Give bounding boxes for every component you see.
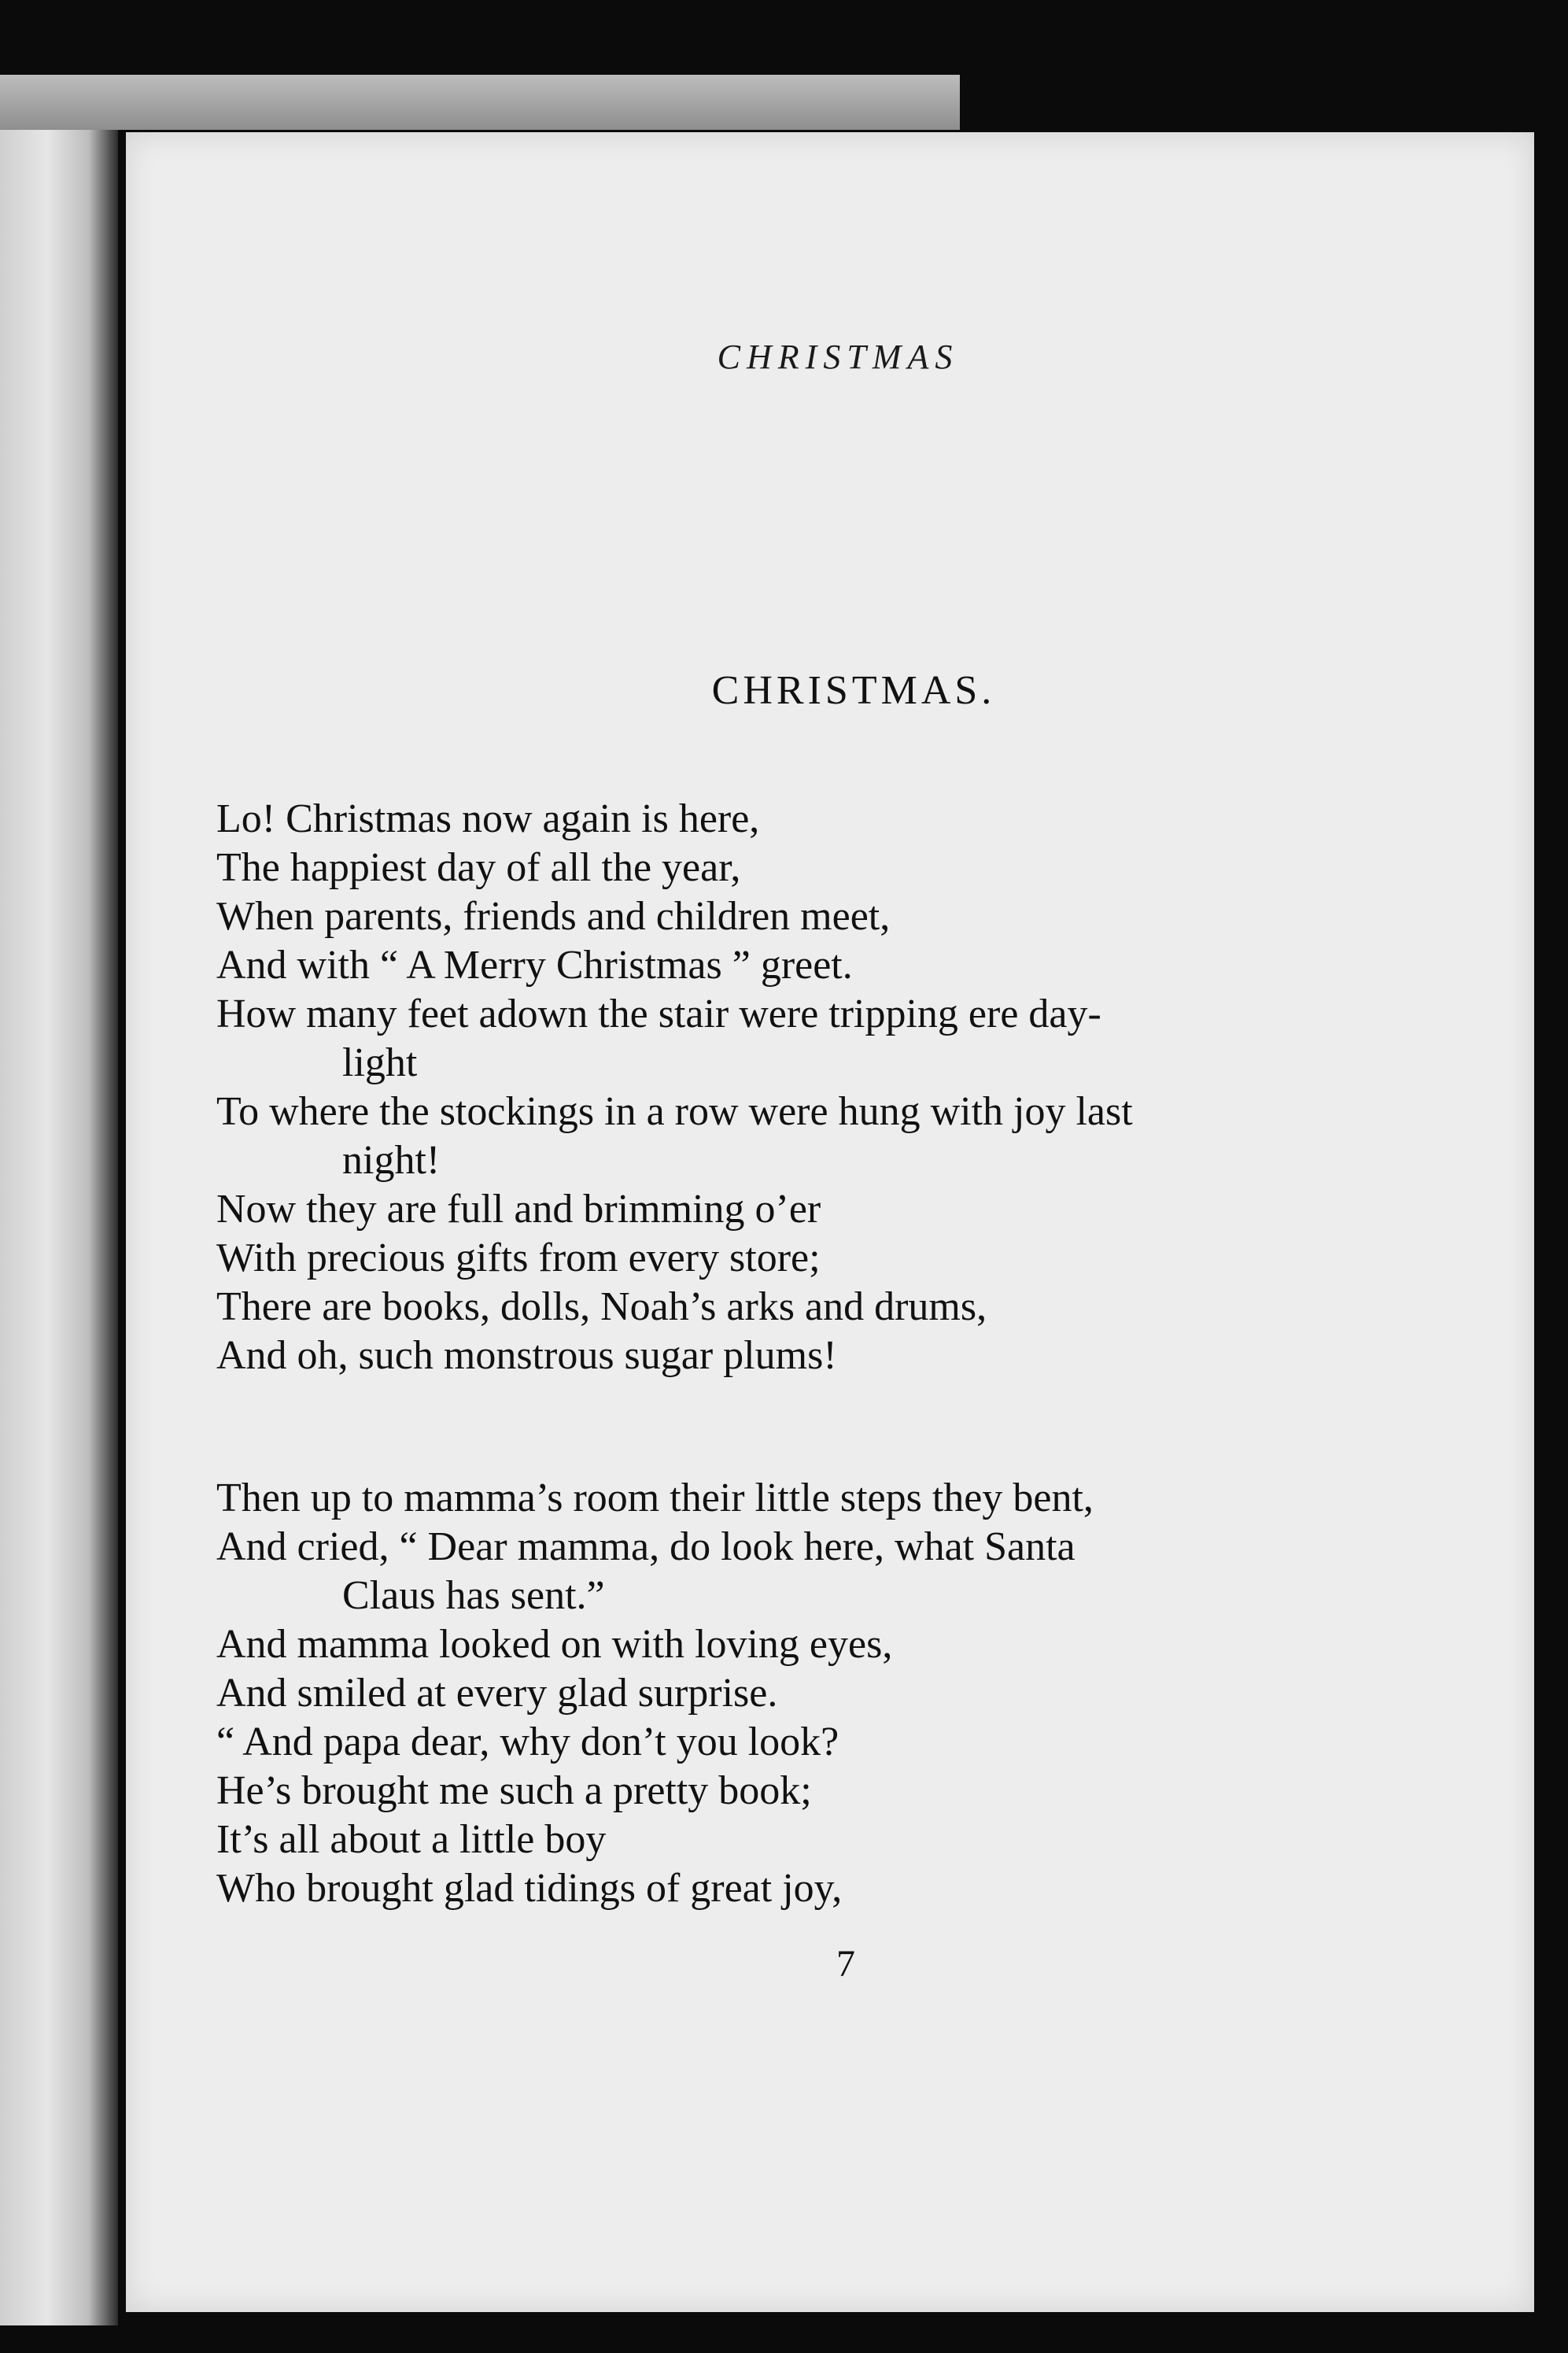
poem-title: CHRISTMAS. — [711, 668, 996, 713]
poem-line: When parents, friends and children meet, — [216, 894, 891, 939]
poem-line-continuation: Claus has sent.” — [342, 1573, 605, 1618]
page-number: 7 — [836, 1943, 855, 1985]
poem-line: And cried, “ Dear mamma, do look here, what Santa — [216, 1524, 1075, 1569]
poem-line: And smiled at every glad surprise. — [216, 1671, 778, 1716]
poem-line: To where the stockings in a row were hung with joy last — [216, 1089, 1133, 1134]
book-top-edge — [0, 75, 960, 130]
poem-line: The happiest day of all the year, — [216, 845, 741, 890]
poem-line: Lo! Christmas now again is here, — [216, 796, 760, 841]
poem-line: Now they are full and brimming o’er — [216, 1187, 821, 1232]
poem-line: And with “ A Merry Christmas ” greet. — [216, 943, 853, 988]
poem-line: There are books, dolls, Noah’s arks and drums, — [216, 1284, 987, 1329]
poem-line: He’s brought me such a pretty book; — [216, 1768, 812, 1813]
poem-line-continuation: light — [342, 1040, 418, 1085]
poem-line: And mamma looked on with loving eyes, — [216, 1622, 893, 1667]
poem-line: Who brought glad tidings of great joy, — [216, 1866, 843, 1911]
poem-line: Then up to mamma’s room their little steps they bent, — [216, 1476, 1094, 1520]
book-page — [126, 132, 1534, 2312]
poem-line: And oh, such monstrous sugar plums! — [216, 1333, 837, 1378]
stanza-2 — [216, 1474, 1318, 1913]
poem-line: How many feet adown the stair were tripping ere day- — [216, 992, 1101, 1036]
poem-line: It’s all about a little boy — [216, 1817, 607, 1862]
book-edge — [0, 75, 118, 2325]
poem-line: “ And papa dear, why don’t you look? — [216, 1720, 839, 1764]
poem-line: With precious gifts from every store; — [216, 1236, 821, 1280]
running-head: CHRISTMAS — [717, 338, 959, 376]
poem-line-continuation: night! — [342, 1138, 441, 1183]
stanza-1 — [216, 795, 1318, 1380]
